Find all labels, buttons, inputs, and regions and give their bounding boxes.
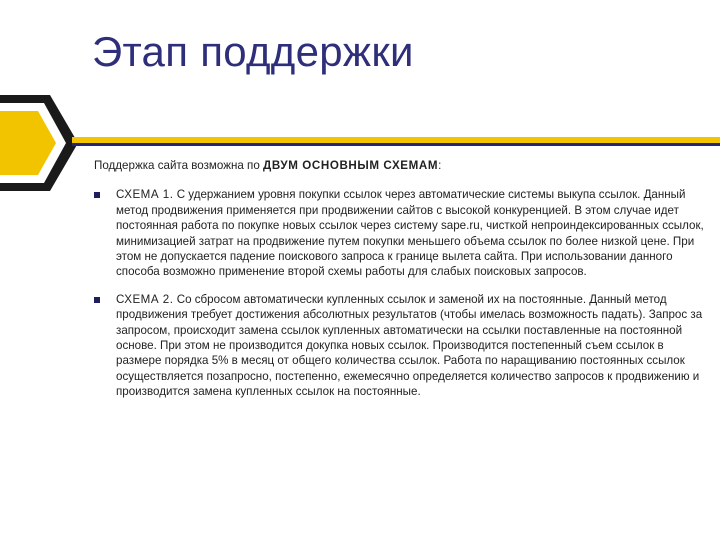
- list-item: [94, 292, 704, 400]
- scheme-label: СХЕМА 1.: [116, 188, 174, 202]
- scheme-list: [94, 187, 704, 399]
- chevron-decoration-icon: [0, 95, 80, 205]
- scheme-text: С удержанием уровня покупки ссылок через автоматические системы выкупа ссылок. Данный метод продвижения применяется при продвижении сайтов с высокой конкуренцией. В этом случае идет постоянная работа по покупке новых ссылок через систему sape.ru, чисткой непроиндексированных ссылок, минимизацией затрат на продвижение путем покупки меньшего объема ссылок по более низкой цене. При этом не допускается падение поискового запроса к границе вылета сайта. При использовании данного способа возможно применение второй схемы работы для слабых поисковых запросов.: [116, 188, 704, 279]
- intro-text: Поддержка сайта возможна по: [94, 159, 263, 172]
- slide-title: Этап поддержки: [92, 28, 414, 75]
- intro-emphasis: ДВУМ ОСНОВНЫМ СХЕМАМ: [263, 159, 439, 172]
- square-bullet-icon: [94, 297, 100, 303]
- intro-colon: :: [438, 159, 442, 172]
- list-item: [94, 187, 704, 279]
- scheme-text: Со сбросом автоматически купленных ссылок и заменой их на постоянные. Данный метод продвижения требует достижения абсолютных результатов (чтобы имелась возможность падать). Запрос за запросом, происходит замена ссылок купленных автоматически на ссылки поставленные на постоянной основе. При этом не производится докупка новых ссылок. Производится постепенный съем ссылок в размере порядка 5% в месяц от общего количества ссылок. Работа по наращиванию постоянных ссылок осуществляется позапросно, постепенно, ежемесячно определяется количество запросов к продвижению и производится замена купленных ссылок на постоянные.: [116, 292, 703, 399]
- square-bullet-icon: [94, 192, 100, 198]
- scheme-label: СХЕМА 2.: [116, 292, 174, 306]
- slide-body: [94, 158, 704, 412]
- header-rule-navy: [72, 143, 720, 146]
- intro-paragraph: [94, 158, 704, 173]
